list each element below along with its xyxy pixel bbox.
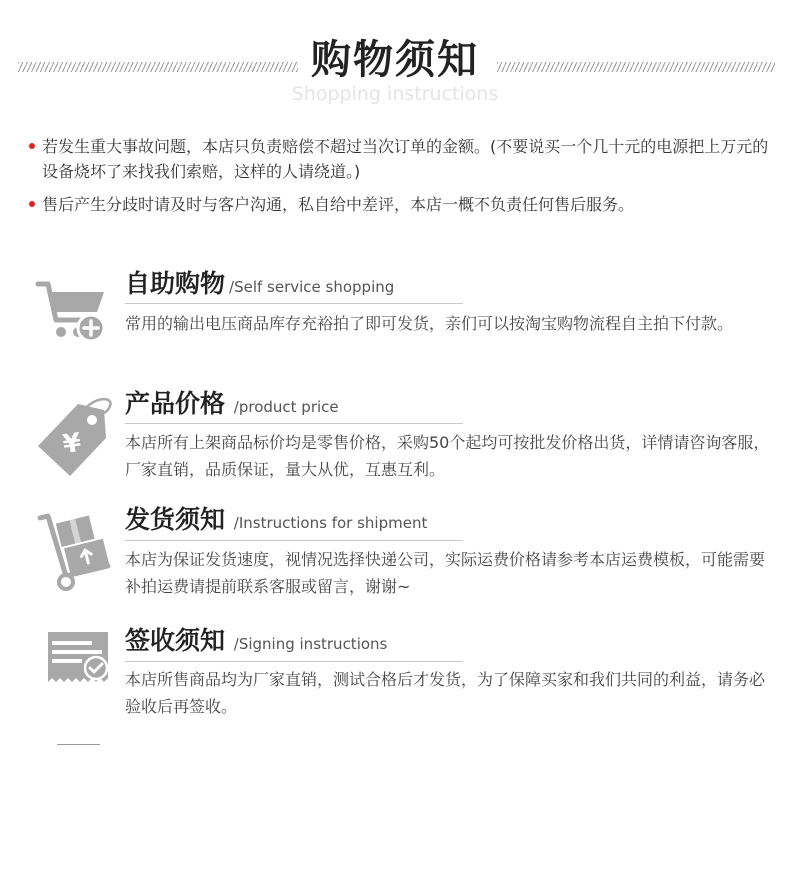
receipt-check-icon (34, 628, 114, 688)
section-heading (125, 388, 339, 420)
notice-text: 若发生重大事故问题，本店只负责赔偿不超过当次订单的金额。(不要说买一个几十元的电源把上万元的设备烧坏了来找我们索赔，这样的人请绕道。) (42, 137, 769, 181)
shopping-cart-plus-icon (34, 276, 114, 346)
section-subtitle: /Signing instructions (229, 635, 388, 653)
section-divider (125, 540, 463, 541)
bullet-dot (29, 143, 35, 149)
notice-text: 售后产生分歧时请及时与客户沟通，私自给中差评，本店一概不负责任何售后服务。 (42, 195, 635, 214)
svg-text:¥: ¥ (60, 427, 84, 461)
section-subtitle: /Self service shopping (229, 278, 395, 296)
section-description: 本店所售商品均为厂家直销，测试合格后才发货，为了保障买家和我们共同的利益，请务必验收后再签收。 (125, 670, 766, 716)
section-description: 本店为保证发货速度，视情况选择快递公司，实际运费价格请参考本店运费模板，可能需要补拍运费请提前联系客服或留言，谢谢~ (125, 550, 766, 596)
section-description: 常用的输出电压商品库存充裕拍了即可发货，亲们可以按淘宝购物流程自主拍下付款。 (125, 314, 734, 333)
section-divider (125, 661, 463, 662)
section-heading (125, 504, 427, 536)
section-description: 本店所有上架商品标价均是零售价格，采购50个起均可按批发价格出货，详情请咨询客服，厂家直销，品质保证，量大从优，互惠互利。 (125, 433, 770, 479)
section-title: 签收须知 (125, 626, 226, 655)
section-title: 产品价格 (125, 389, 226, 418)
section-subtitle: /Instructions for shipment (229, 514, 428, 532)
section-divider (125, 423, 463, 424)
bullet-dot (29, 201, 35, 207)
page-subtitle: Shopping instructions (291, 83, 499, 105)
page-title: 购物须知 (311, 37, 479, 83)
section-title: 自助购物 (125, 269, 226, 298)
price-tag-yen-icon (34, 394, 116, 478)
footer-divider (57, 744, 100, 745)
section-divider (125, 303, 463, 304)
section-heading (125, 625, 387, 657)
hand-truck-box-icon (34, 510, 114, 592)
section-title: 发货须知 (125, 505, 226, 534)
section-subtitle: /product price (229, 398, 339, 416)
section-heading (125, 268, 394, 300)
